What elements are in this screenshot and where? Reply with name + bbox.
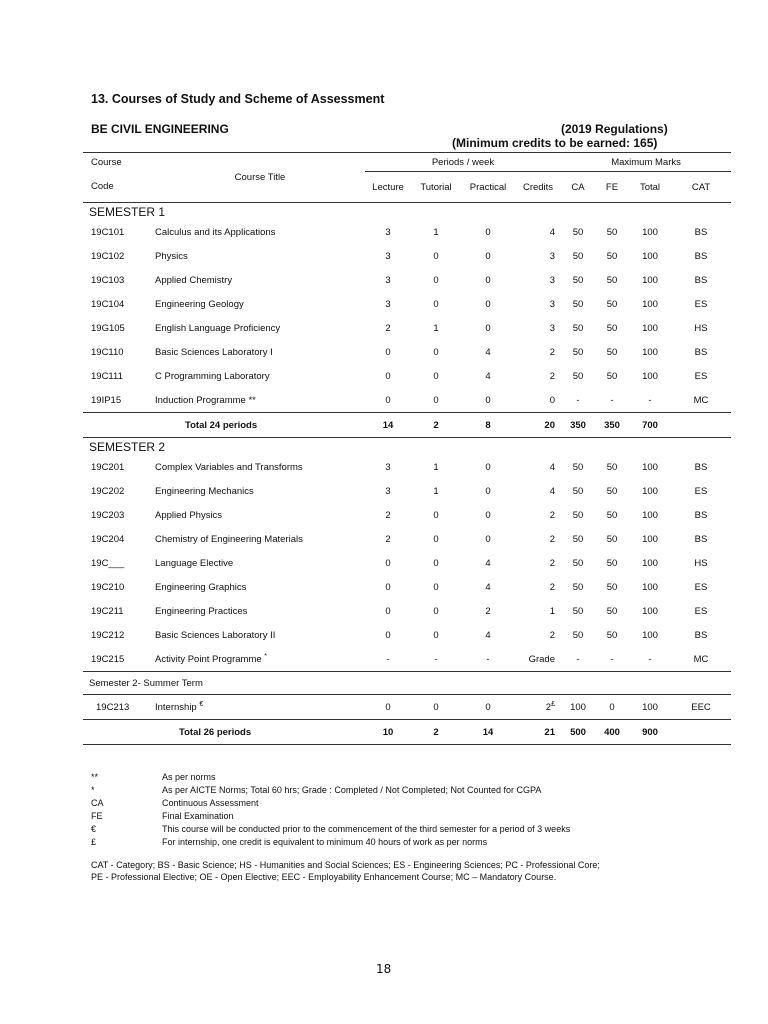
internship-tutorial: 0 xyxy=(433,701,439,713)
practical-value: 0 xyxy=(485,322,491,334)
course-row xyxy=(83,244,731,268)
courses-table xyxy=(83,152,731,745)
category-value: BS xyxy=(694,629,708,641)
lecture-value: 2 xyxy=(385,322,391,334)
course-row xyxy=(83,316,731,340)
lecture-value: 0 xyxy=(385,605,391,617)
internship-title: Internship € xyxy=(155,700,204,714)
credits-value: 2 xyxy=(549,346,555,358)
total-value: 100 xyxy=(642,322,658,334)
practical-value: 4 xyxy=(485,370,491,382)
course-code: 19C103 xyxy=(91,274,125,286)
total-value: 100 xyxy=(642,250,658,262)
lecture-value: 3 xyxy=(385,461,391,473)
category-value: BS xyxy=(694,274,708,286)
header-practical: Practical xyxy=(461,172,515,203)
header-lecture: Lecture xyxy=(365,172,411,203)
course-row xyxy=(83,503,731,527)
header-title: Course Title xyxy=(234,172,286,183)
course-row xyxy=(83,575,731,599)
course-row xyxy=(83,479,731,503)
course-code: 19C211 xyxy=(91,605,124,617)
tutorial-value: 0 xyxy=(433,370,439,382)
footnote-text: Continuous Assessment xyxy=(162,798,259,808)
tutorial-value: 0 xyxy=(433,605,439,617)
course-row xyxy=(83,364,731,388)
total-credits: 21 xyxy=(544,726,555,738)
practical-value: 0 xyxy=(485,533,491,545)
footnotes xyxy=(91,771,570,849)
course-row xyxy=(83,599,731,623)
course-title: Engineering Graphics xyxy=(155,581,247,593)
header-periods: Periods / week xyxy=(431,156,495,168)
total-value: 100 xyxy=(642,557,658,569)
course-title: Calculus and its Applications xyxy=(155,226,276,238)
total-ca: 500 xyxy=(570,726,586,738)
fe-value: 50 xyxy=(606,509,618,521)
header-code: Code xyxy=(91,181,114,193)
footnote xyxy=(91,797,570,810)
total-fe: 350 xyxy=(604,419,620,431)
footnote-symbol: CA xyxy=(91,798,104,808)
course-row xyxy=(83,455,731,479)
total-value: - xyxy=(648,394,652,406)
internship-lecture: 0 xyxy=(385,701,391,713)
lecture-value: 0 xyxy=(385,557,391,569)
category-value: ES xyxy=(694,581,708,593)
credits-value: 2 xyxy=(549,370,555,382)
ca-value: 50 xyxy=(572,461,584,473)
tutorial-value: 0 xyxy=(433,250,439,262)
course-title: Basic Sciences Laboratory I xyxy=(155,346,273,358)
footnote xyxy=(91,836,570,849)
ca-value: 50 xyxy=(572,605,584,617)
semester-1-label: SEMESTER 1 xyxy=(89,204,166,219)
practical-value: 4 xyxy=(485,557,491,569)
course-code: 19C102 xyxy=(91,250,125,262)
header-credits: Credits xyxy=(515,172,561,203)
lecture-value: 2 xyxy=(385,533,391,545)
course-code: 19G105 xyxy=(91,322,125,334)
category-legend xyxy=(91,859,691,883)
lecture-value: 3 xyxy=(385,226,391,238)
course-title: Engineering Mechanics xyxy=(155,485,254,497)
total-tutorial: 2 xyxy=(433,419,439,431)
tutorial-value: - xyxy=(434,653,438,665)
ca-value: 50 xyxy=(572,298,584,310)
practical-value: 0 xyxy=(485,509,491,521)
total-value: 100 xyxy=(642,274,658,286)
category-value: ES xyxy=(694,485,708,497)
practical-value: 0 xyxy=(485,274,491,286)
lecture-value: 0 xyxy=(385,346,391,358)
total-value: 100 xyxy=(642,346,658,358)
footnote-text: Final Examination xyxy=(162,811,234,821)
course-title: Applied Chemistry xyxy=(155,274,233,286)
lecture-value: 2 xyxy=(385,509,391,521)
ca-value: 50 xyxy=(572,250,584,262)
ca-value: 50 xyxy=(572,533,584,545)
category-legend-line-2: PE - Professional Elective; OE - Open Elective; EEC - Employability Enhancement Course; MC – Mandatory Course. xyxy=(91,872,557,882)
course-row xyxy=(83,527,731,551)
category-value: ES xyxy=(694,370,708,382)
ca-value: 50 xyxy=(572,509,584,521)
practical-value: 4 xyxy=(485,629,491,641)
total-value: 100 xyxy=(642,485,658,497)
ca-value: 50 xyxy=(572,322,584,334)
header-tutorial: Tutorial xyxy=(411,172,461,203)
course-code: 19C203 xyxy=(91,509,125,521)
total-fe: 400 xyxy=(604,726,620,738)
course-code: 19C215 xyxy=(91,653,125,665)
fe-value: 50 xyxy=(606,226,618,238)
program-title: BE CIVIL ENGINEERING xyxy=(91,122,229,136)
internship-code: 19C213 xyxy=(96,701,130,713)
lecture-value: 0 xyxy=(385,629,391,641)
tutorial-value: 0 xyxy=(433,509,439,521)
course-row xyxy=(83,340,731,364)
internship-practical: 0 xyxy=(485,701,491,713)
tutorial-value: 0 xyxy=(433,581,439,593)
category-value: BS xyxy=(694,533,708,545)
credits-value: 2 xyxy=(549,581,555,593)
lecture-value: 0 xyxy=(385,394,391,406)
footnote-symbol: FE xyxy=(91,811,103,821)
fe-value: - xyxy=(610,653,614,665)
course-title: Induction Programme ** xyxy=(155,394,256,406)
fe-value: 50 xyxy=(606,298,618,310)
section-heading: 13. Courses of Study and Scheme of Assessment xyxy=(91,92,385,106)
fe-value: 50 xyxy=(606,581,618,593)
course-title: Basic Sciences Laboratory II xyxy=(155,629,276,641)
credits-value: 3 xyxy=(549,322,555,334)
practical-value: 0 xyxy=(485,394,491,406)
course-code: 19C110 xyxy=(91,346,124,358)
practical-value: - xyxy=(486,653,490,665)
page-number: 18 xyxy=(376,962,392,976)
footnote xyxy=(91,823,570,836)
ca-value: 50 xyxy=(572,629,584,641)
category-value: HS xyxy=(694,557,708,569)
lecture-value: - xyxy=(386,653,390,665)
course-code: 19C212 xyxy=(91,629,125,641)
footnote-symbol: * xyxy=(91,785,95,795)
header-cat: CAT xyxy=(671,172,731,203)
lecture-value: 0 xyxy=(385,581,391,593)
course-title: Physics xyxy=(155,250,188,262)
tutorial-value: 1 xyxy=(433,322,439,334)
total-lecture: 14 xyxy=(382,419,394,431)
course-code: 19C202 xyxy=(91,485,125,497)
total-practical: 14 xyxy=(482,726,494,738)
tutorial-value: 0 xyxy=(433,533,439,545)
fe-value: 50 xyxy=(606,250,618,262)
category-value: HS xyxy=(694,322,708,334)
course-row xyxy=(83,220,731,244)
tutorial-value: 0 xyxy=(433,557,439,569)
tutorial-value: 1 xyxy=(433,226,439,238)
course-title: Engineering Practices xyxy=(155,605,248,617)
summer-term-label: Semester 2- Summer Term xyxy=(89,677,203,689)
category-value: MC xyxy=(693,653,709,665)
total-value: 100 xyxy=(642,581,658,593)
credits-value: 4 xyxy=(549,485,555,497)
tutorial-value: 0 xyxy=(433,274,439,286)
total-marks: 900 xyxy=(642,726,658,738)
course-title: English Language Proficiency xyxy=(155,322,281,334)
practical-value: 4 xyxy=(485,581,491,593)
course-row xyxy=(83,388,731,413)
fe-value: 50 xyxy=(606,274,618,286)
fe-value: - xyxy=(610,394,614,406)
tutorial-value: 1 xyxy=(433,461,439,473)
fe-value: 50 xyxy=(606,461,618,473)
semester-2-total-label: Total 26 periods xyxy=(179,726,252,738)
course-code: 19C___ xyxy=(91,557,125,569)
lecture-value: 0 xyxy=(385,370,391,382)
total-credits: 20 xyxy=(544,419,555,431)
footnote-text: This course will be conducted prior to the commencement of the third semester for a period of 3 weeks xyxy=(162,824,571,834)
course-title: Chemistry of Engineering Materials xyxy=(155,533,303,545)
internship-credits: 2£ xyxy=(545,700,555,714)
footnote-text: For internship, one credit is equivalent to minimum 40 hours of work as per norms xyxy=(162,837,488,847)
ca-value: - xyxy=(576,394,580,406)
footnote xyxy=(91,784,570,797)
category-value: ES xyxy=(694,298,708,310)
category-value: BS xyxy=(694,346,708,358)
credits-value: 3 xyxy=(549,274,555,286)
practical-value: 0 xyxy=(485,226,491,238)
course-code: 19C210 xyxy=(91,581,125,593)
minimum-credits: (Minimum credits to be earned: 165) xyxy=(452,136,658,150)
course-title: Engineering Geology xyxy=(155,298,244,310)
credits-value: 2 xyxy=(549,509,555,521)
credits-value: 0 xyxy=(549,394,555,406)
regulations: (2019 Regulations) xyxy=(561,122,668,136)
fe-value: 50 xyxy=(606,346,618,358)
course-code: 19C104 xyxy=(91,298,125,310)
course-row xyxy=(83,551,731,575)
total-practical: 8 xyxy=(485,419,491,431)
credits-value: 4 xyxy=(549,461,555,473)
total-value: 100 xyxy=(642,605,658,617)
header-ca: CA xyxy=(561,172,595,203)
course-code: 19C111 xyxy=(91,370,123,382)
footnote xyxy=(91,771,570,784)
course-code: 19C201 xyxy=(91,461,125,473)
practical-value: 4 xyxy=(485,346,491,358)
header-total: Total xyxy=(629,172,671,203)
credits-value: 3 xyxy=(549,250,555,262)
total-value: 100 xyxy=(642,533,658,545)
lecture-value: 3 xyxy=(385,298,391,310)
footnote-symbol: ** xyxy=(91,772,99,782)
course-code: 19C101 xyxy=(91,226,125,238)
category-value: ES xyxy=(694,605,708,617)
category-value: BS xyxy=(694,509,708,521)
semester-1-total-label: Total 24 periods xyxy=(185,419,258,431)
category-value: BS xyxy=(694,461,708,473)
footnote-symbol: € xyxy=(91,824,97,834)
fe-value: 50 xyxy=(606,485,618,497)
footnote-text: As per AICTE Norms; Total 60 hrs; Grade : Completed / Not Completed; Not Counted for CGPA xyxy=(162,785,542,795)
semester-2-label: SEMESTER 2 xyxy=(89,439,166,454)
footnote-symbol: £ xyxy=(91,837,97,847)
total-value: 100 xyxy=(642,629,658,641)
ca-value: 50 xyxy=(572,370,584,382)
ca-value: 50 xyxy=(572,274,584,286)
practical-value: 0 xyxy=(485,298,491,310)
total-tutorial: 2 xyxy=(433,726,439,738)
header-fe: FE xyxy=(595,172,629,203)
total-value: 100 xyxy=(642,226,658,238)
lecture-value: 3 xyxy=(385,274,391,286)
course-row xyxy=(83,647,731,672)
course-code: 19C204 xyxy=(91,533,125,545)
internship-cat: EEC xyxy=(691,701,711,713)
fe-value: 50 xyxy=(606,557,618,569)
footnote-text: As per norms xyxy=(162,772,216,782)
internship-total: 100 xyxy=(642,701,658,713)
lecture-value: 3 xyxy=(385,485,391,497)
tutorial-value: 1 xyxy=(433,485,439,497)
course-title: Activity Point Programme * xyxy=(155,652,268,666)
practical-value: 0 xyxy=(485,250,491,262)
fe-value: 50 xyxy=(606,605,618,617)
fe-value: 50 xyxy=(606,629,618,641)
practical-value: 0 xyxy=(485,485,491,497)
credits-value: 4 xyxy=(549,226,555,238)
tutorial-value: 0 xyxy=(433,394,439,406)
total-lecture: 10 xyxy=(382,726,394,738)
header-marks: Maximum Marks xyxy=(611,156,681,168)
category-value: MC xyxy=(693,394,709,406)
category-value: BS xyxy=(694,226,708,238)
course-row xyxy=(83,268,731,292)
credits-value: 1 xyxy=(549,605,555,617)
total-value: 100 xyxy=(642,298,658,310)
practical-value: 0 xyxy=(485,461,491,473)
category-legend-line-1: CAT - Category; BS - Basic Science; HS - Humanities and Social Sciences; ES - Engineering Sciences; PC - Professional Core; xyxy=(91,860,600,870)
course-title: Complex Variables and Transforms xyxy=(155,461,303,473)
fe-value: 50 xyxy=(606,322,618,334)
practical-value: 2 xyxy=(485,605,491,617)
credits-value: 3 xyxy=(549,298,555,310)
total-marks: 700 xyxy=(642,419,658,431)
total-value: - xyxy=(648,653,652,665)
credits-value: 2 xyxy=(549,533,555,545)
tutorial-value: 0 xyxy=(433,298,439,310)
tutorial-value: 0 xyxy=(433,346,439,358)
total-value: 100 xyxy=(642,461,658,473)
total-value: 100 xyxy=(642,370,658,382)
credits-value: 2 xyxy=(549,629,555,641)
course-title: C Programming Laboratory xyxy=(155,370,270,382)
internship-fe: 0 xyxy=(609,701,615,713)
ca-value: 50 xyxy=(572,581,584,593)
ca-value: 50 xyxy=(572,346,584,358)
ca-value: - xyxy=(576,653,580,665)
tutorial-value: 0 xyxy=(433,629,439,641)
course-title: Applied Physics xyxy=(155,509,223,521)
ca-value: 50 xyxy=(572,226,584,238)
course-title: Language Elective xyxy=(155,557,234,569)
internship-ca: 100 xyxy=(570,701,586,713)
lecture-value: 3 xyxy=(385,250,391,262)
ca-value: 50 xyxy=(572,485,584,497)
credits-value: Grade xyxy=(528,653,555,665)
course-row xyxy=(83,292,731,316)
fe-value: 50 xyxy=(606,533,618,545)
footnote xyxy=(91,810,570,823)
course-row xyxy=(83,623,731,647)
category-value: BS xyxy=(694,250,708,262)
course-code: 19IP15 xyxy=(91,394,122,406)
total-ca: 350 xyxy=(570,419,586,431)
fe-value: 50 xyxy=(606,370,618,382)
credits-value: 2 xyxy=(549,557,555,569)
header-course: Course xyxy=(91,156,122,168)
ca-value: 50 xyxy=(572,557,584,569)
total-value: 100 xyxy=(642,509,658,521)
